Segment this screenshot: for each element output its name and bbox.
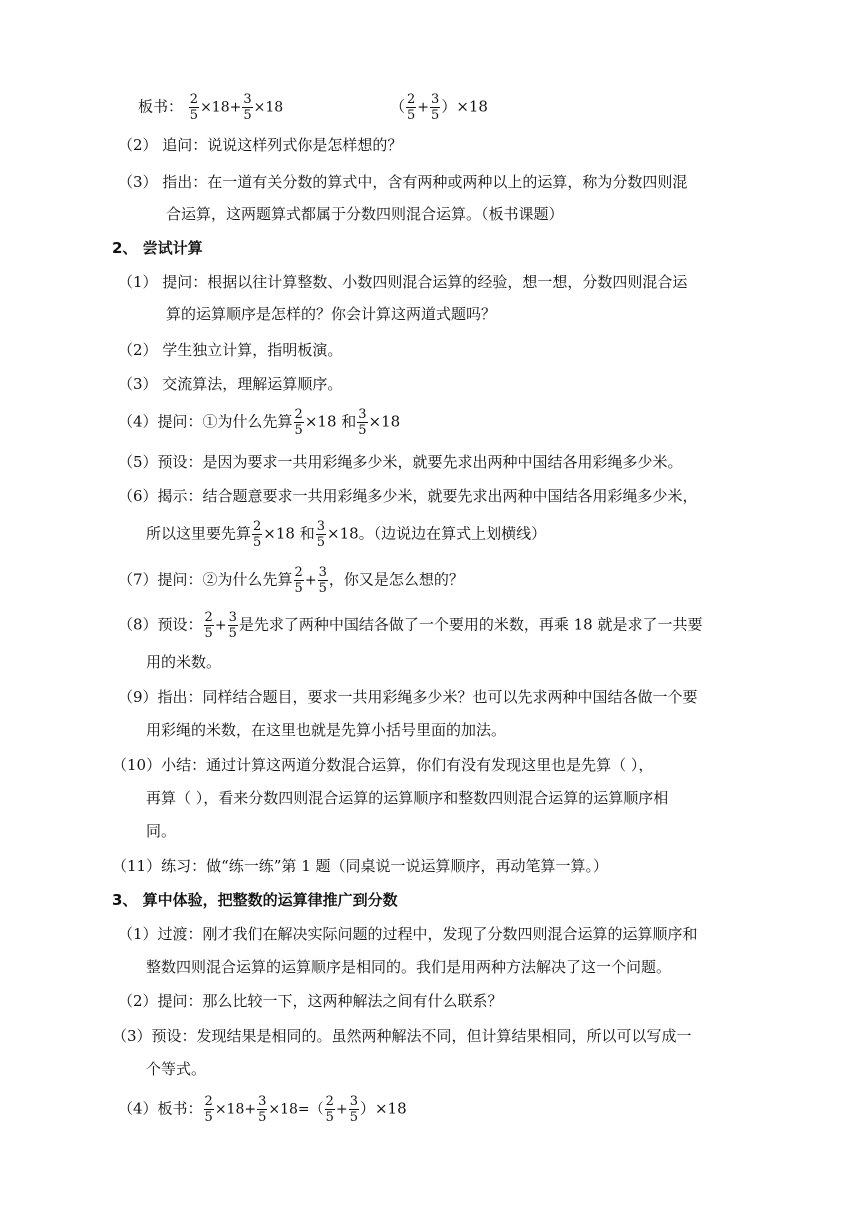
label: 板书： (138, 97, 184, 116)
text: （4）提问：①为什么先算 (118, 412, 293, 431)
text: ×18 和 (304, 412, 357, 431)
fraction: $\frac{2}{5}$ (407, 92, 416, 123)
paragraph (118, 565, 464, 596)
text: ×18 (253, 99, 284, 116)
text: 所以这里要先算 (146, 524, 252, 543)
paragraph: （10）小结：通过计算这两道分数混合运算，你们有没有发现这里也是先算（ ）， (112, 756, 654, 774)
paragraph: 同。 (146, 822, 177, 840)
text: （4）板书： (118, 1099, 203, 1118)
text: 是先求了两种中国结各做了一个要用的米数，再乘 18 就是求了一共要 (238, 615, 703, 634)
text: + (417, 99, 430, 116)
fraction: $\frac{2}{5}$ (294, 407, 303, 438)
fraction: $\frac{3}{5}$ (349, 1094, 358, 1125)
paragraph (118, 610, 702, 641)
fraction: $\frac{3}{5}$ (318, 565, 327, 596)
fraction: $\frac{2}{5}$ (204, 1094, 213, 1125)
text: （8）预设： (118, 615, 203, 634)
paragraph: 合运算，这两题算式都属于分数四则混合运算。（板书课题） (166, 205, 564, 223)
paragraph (118, 407, 400, 438)
section-heading: 2、 尝试计算 (112, 239, 203, 257)
text: ×18+ (214, 1101, 257, 1118)
paragraph: 再算（ ），看来分数四则混合运算的运算顺序和整数四则混合运算的运算顺序相 (146, 789, 669, 807)
section-heading: 3、 算中体验，把整数的运算律推广到分数 (112, 891, 398, 909)
paragraph: （1）过渡：刚才我们在解决实际问题的过程中，发现了分数四则混合运算的运算顺序和 (118, 925, 698, 943)
text: ×18 和 (263, 524, 315, 543)
text: ×18=（ (268, 1101, 324, 1118)
fraction: $\frac{3}{5}$ (258, 1094, 267, 1125)
board-formula-2 (390, 92, 488, 123)
fraction: $\frac{3}{5}$ (431, 92, 440, 123)
text: ×18。（边说边在算式上划横线） (327, 524, 547, 543)
text: ，你又是怎么想的？ (328, 570, 464, 589)
paragraph: （2）提问：那么比较一下，这两种解法之间有什么联系？ (118, 992, 503, 1010)
text: （ (390, 97, 406, 116)
paragraph: （2） 追问：说说这样列式你是怎样想的？ (118, 136, 403, 154)
paragraph: （6）揭示：结合题意要求一共用彩绳多少米，就要先求出两种中国结各用彩绳多少米， (118, 487, 698, 505)
fraction: $\frac{2}{5}$ (189, 92, 199, 123)
fraction: $\frac{2}{5}$ (204, 610, 213, 641)
board-formula-1 (138, 92, 283, 123)
text: ×18 (368, 412, 401, 431)
paragraph: 整数四则混合运算的运算顺序是相同的。我们是用两种方法解决了这一个问题。 (146, 958, 672, 976)
text: （7）提问：②为什么先算 (118, 570, 293, 589)
fraction: $\frac{3}{5}$ (316, 519, 326, 550)
paragraph: （1） 提问：根据以往计算整数、小数四则混合运算的经验，想一想，分数四则混合运 (118, 273, 688, 291)
text: + (335, 1101, 348, 1118)
paragraph: 用的米数。 (146, 653, 222, 671)
text: + (214, 617, 227, 634)
fraction: $\frac{3}{5}$ (228, 610, 237, 641)
text: ）×18 (359, 1099, 407, 1118)
fraction: $\frac{2}{5}$ (294, 565, 303, 596)
fraction: $\frac{3}{5}$ (358, 407, 367, 438)
paragraph (146, 519, 546, 550)
paragraph: 算的运算顺序是怎样的？你会计算这两道式题吗？ (166, 305, 497, 323)
board-formula-equation (118, 1094, 407, 1125)
paragraph: （3） 交流算法，理解运算顺序。 (118, 375, 343, 393)
paragraph: （11）练习：做“练一练”第 1 题（同桌说一说运算顺序，再动笔算一算。） (112, 857, 609, 875)
paragraph: （5）预设：是因为要求一共用彩绳多少米，就要先求出两种中国结各用彩绳多少米。 (118, 453, 683, 471)
text: + (304, 572, 317, 589)
paragraph: （2） 学生独立计算，指明板演。 (118, 341, 343, 359)
fraction: $\frac{3}{5}$ (243, 92, 252, 123)
paragraph: 用彩绳的米数，在这里也就是先算小括号里面的加法。 (146, 721, 507, 739)
paragraph: 个等式。 (146, 1060, 207, 1078)
paragraph: （3）预设：发现结果是相同的。虽然两种解法不同，但计算结果相同，所以可以写成一 (112, 1027, 692, 1045)
paragraph: （9）指出：同样结合题目，要求一共用彩绳多少米？也可以先求两种中国结各做一个要 (118, 688, 698, 706)
text: ）×18 (441, 97, 488, 116)
fraction: $\frac{2}{5}$ (325, 1094, 334, 1125)
fraction: $\frac{2}{5}$ (253, 519, 262, 550)
text: ×18+ (200, 99, 242, 116)
paragraph: （3） 指出：在一道有关分数的算式中，含有两种或两种以上的运算，称为分数四则混 (118, 173, 688, 191)
